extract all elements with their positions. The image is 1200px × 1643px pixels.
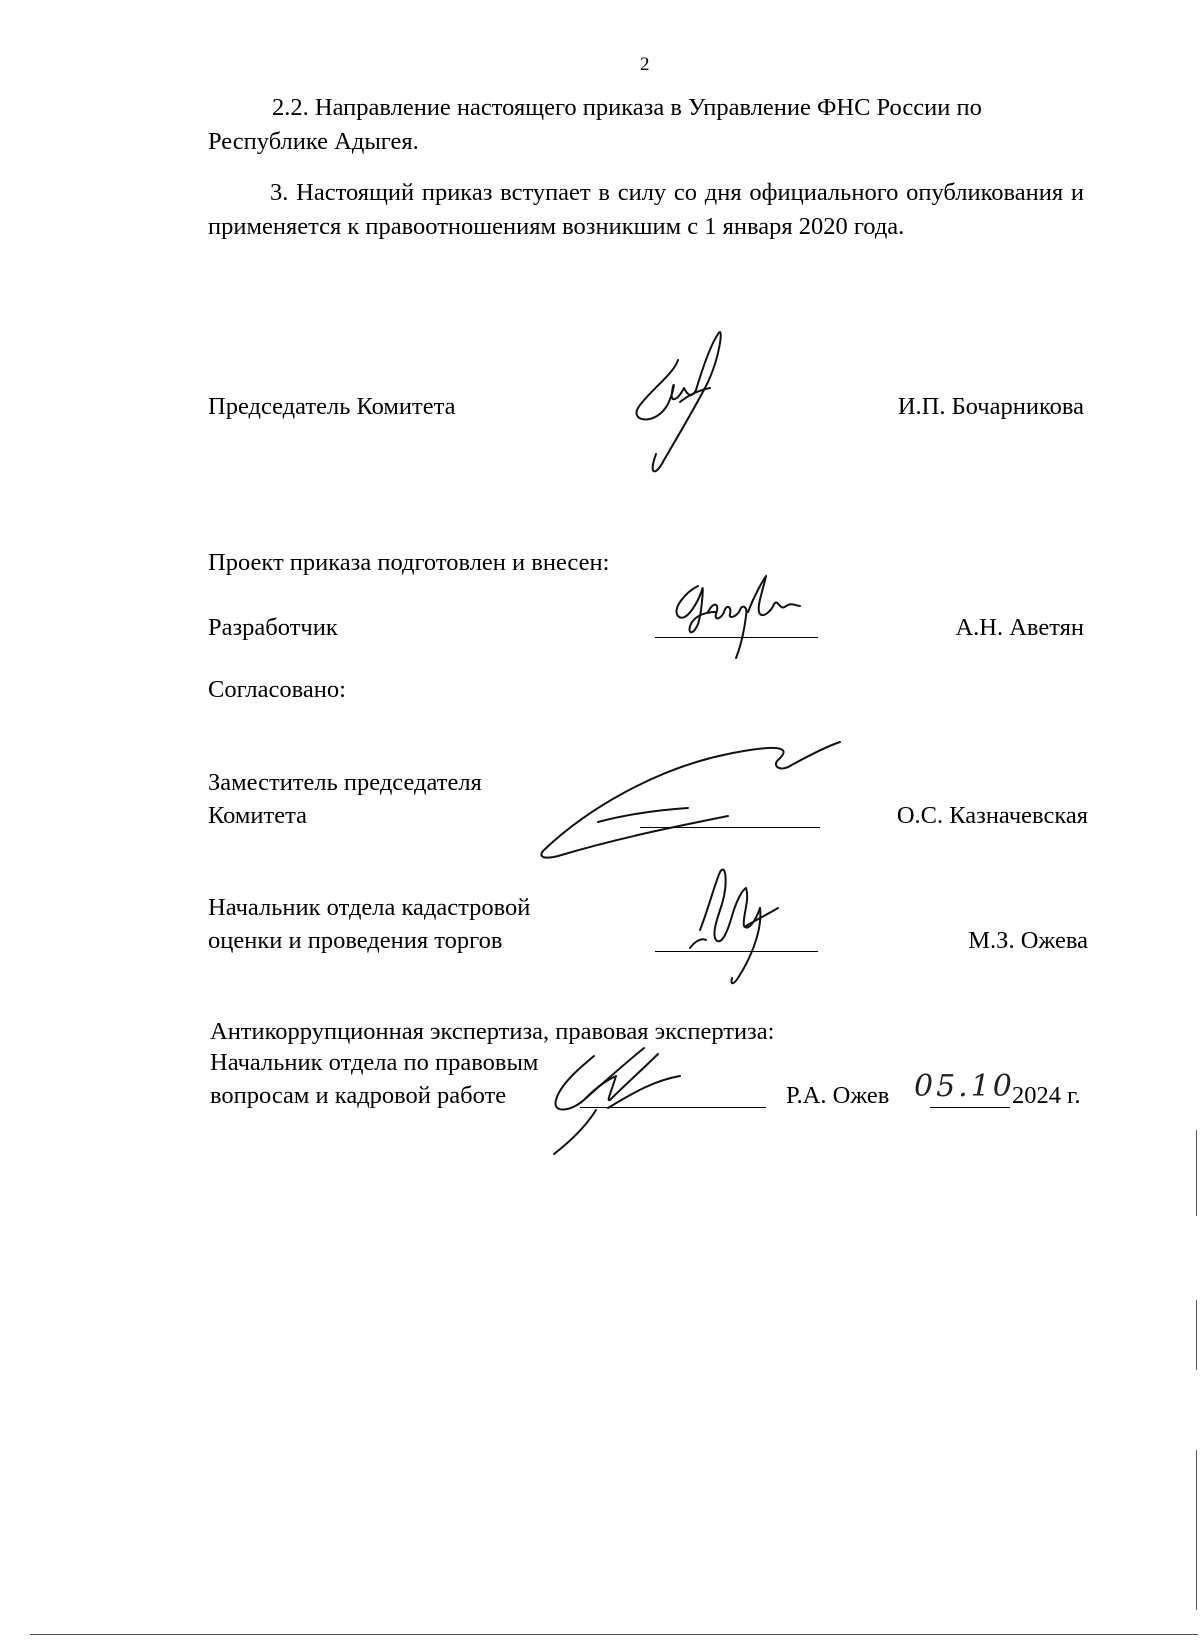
expertise-name: Р.А. Ожев: [786, 1082, 890, 1109]
deputy-position-line1: Заместитель председателя: [208, 769, 482, 796]
paragraph-2-2-line1: 2.2. Направление настоящего приказа в Управление ФНС России по: [272, 94, 982, 121]
developer-signature: [668, 572, 818, 662]
agreed-heading: Согласовано:: [208, 676, 346, 703]
prepared-heading: Проект приказа подготовлен и внесен:: [208, 549, 610, 576]
chairman-name: И.П. Бочарникова: [897, 393, 1084, 420]
expertise-heading: Антикоррупционная экспертиза, правовая экспертиза:: [210, 1018, 775, 1045]
expertise-position-line2: вопросам и кадровой работе: [210, 1082, 507, 1109]
head-name: М.З. Ожева: [968, 927, 1088, 954]
head-position-line2: оценки и проведения торгов: [208, 927, 503, 954]
expertise-position-line1: Начальник отдела по правовым: [210, 1049, 539, 1076]
page-number: 2: [640, 54, 650, 75]
expertise-year: 2024 г.: [1012, 1082, 1081, 1109]
deputy-position-line2: Комитета: [208, 802, 307, 829]
scan-edge-bottom: [30, 1634, 1198, 1635]
paragraph-2-2-line2: Республике Адыгея.: [208, 128, 419, 155]
chairman-signature: [628, 330, 748, 480]
date-underline: [930, 1107, 1010, 1108]
scan-edge-right-1: [1196, 1130, 1197, 1216]
developer-position: Разработчик: [208, 614, 338, 641]
expertise-signature: [546, 1040, 726, 1160]
head-position-line1: Начальник отдела кадастровой: [208, 894, 531, 921]
head-signature: [686, 860, 806, 990]
deputy-name: О.С. Казначевская: [896, 802, 1088, 829]
paragraph-3: 3. Настоящий приказ вступает в силу со дня официального опубликования и применяется к правоотношениям возникшим с 1 января 2020 года.: [208, 179, 1084, 240]
handwritten-date: 05.10: [914, 1069, 1015, 1104]
scan-edge-right-2: [1196, 1300, 1197, 1370]
scan-edge-right-3: [1196, 1450, 1197, 1610]
developer-name: А.Н. Аветян: [955, 614, 1084, 641]
chairman-position: Председатель Комитета: [208, 393, 456, 420]
